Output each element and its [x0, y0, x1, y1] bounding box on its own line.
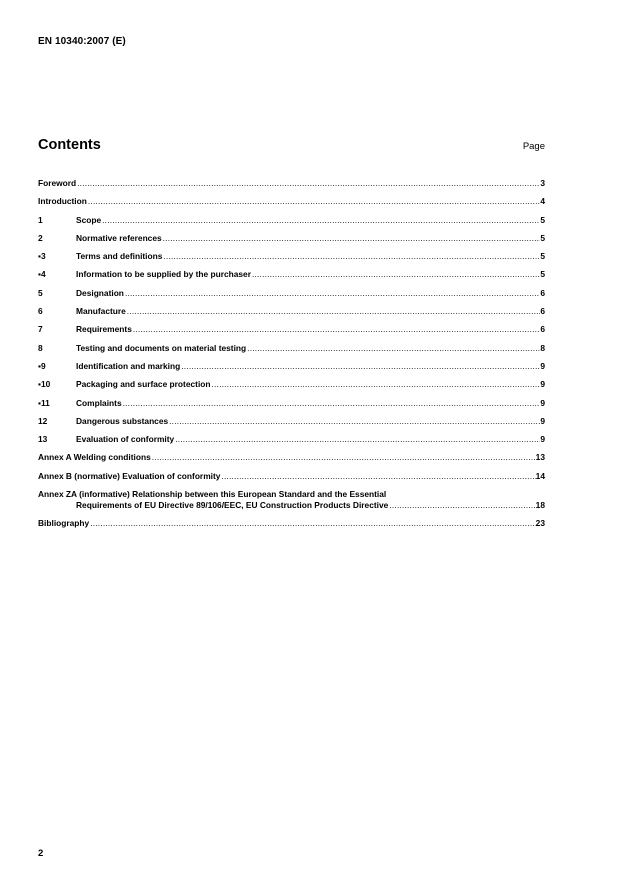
toc-title: Dangerous substances: [76, 415, 169, 426]
toc-page: 5: [540, 269, 545, 280]
toc-leader: [175, 434, 540, 445]
page-number: 2: [38, 848, 44, 859]
toc-leader: [247, 343, 540, 354]
toc-leader: [212, 379, 541, 390]
toc-leader: [123, 398, 541, 409]
toc-number: ▪10: [38, 379, 51, 390]
toc-leader: [169, 416, 540, 427]
toc-title: Foreword: [38, 178, 77, 188]
toc-leader: [102, 215, 540, 226]
toc-leader: [389, 500, 535, 511]
toc-title: Packaging and surface protection: [76, 379, 211, 390]
contents-title: Contents: [38, 137, 101, 153]
toc-entry-annex-za[interactable]: [38, 489, 545, 511]
toc-entry-annex-b[interactable]: [38, 471, 545, 482]
toc-title: Terms and definitions: [76, 251, 163, 262]
toc-entry-13[interactable]: [38, 434, 545, 445]
toc-number: 1: [38, 214, 43, 225]
toc-entry-12[interactable]: [38, 416, 545, 427]
toc-leader: [221, 471, 535, 482]
toc-entry-7[interactable]: [38, 324, 545, 335]
toc-leader: [152, 452, 536, 463]
toc-entry-introduction[interactable]: [38, 196, 545, 207]
toc-title: Introduction: [38, 196, 87, 207]
toc-leader: [252, 269, 540, 280]
toc-title: Annex B (normative) Evaluation of conformity: [38, 470, 221, 481]
toc-title: Bibliography: [38, 518, 90, 529]
toc-entry-annex-a[interactable]: [38, 452, 545, 463]
toc-entry-1[interactable]: [38, 215, 545, 226]
toc-title: Normative references: [76, 232, 162, 243]
toc-number: 13: [38, 434, 48, 445]
toc-page: 5: [540, 214, 545, 225]
toc-multiline-title: [38, 489, 545, 511]
toc-title: Identification and marking: [76, 360, 181, 371]
toc-entry-foreword[interactable]: [38, 178, 545, 189]
document-header: EN 10340:2007 (E): [38, 36, 126, 47]
toc-title: Testing and documents on material testing: [76, 342, 247, 353]
toc-entry-2[interactable]: [38, 233, 545, 244]
toc-number: ▪4: [38, 269, 46, 280]
toc-number: 7: [38, 324, 43, 335]
toc-number: ▪9: [38, 360, 46, 371]
toc-page: 6: [540, 306, 545, 317]
toc-page: 18: [535, 500, 545, 511]
toc-leader: [133, 324, 540, 335]
toc-leader: [88, 196, 540, 207]
toc-title: Information to be supplied by the purchaser: [76, 269, 251, 280]
toc-page: 4: [540, 196, 545, 207]
toc-page: 8: [540, 342, 545, 353]
toc-page: 9: [540, 360, 545, 371]
toc-page: 5: [540, 251, 545, 262]
toc-number: ▪3: [38, 251, 46, 262]
toc-entry-9[interactable]: [38, 361, 545, 372]
toc-page: 6: [540, 324, 545, 335]
toc-title: Annex A Welding conditions: [38, 452, 151, 463]
page-column-label: Page: [522, 141, 545, 152]
toc-page: 9: [540, 379, 545, 390]
toc-title: Designation: [76, 287, 124, 298]
toc-leader: [163, 233, 541, 244]
toc-leader: [77, 178, 540, 189]
toc-page: 13: [535, 452, 545, 463]
toc-title: Requirements: [76, 324, 132, 335]
toc-number: 6: [38, 306, 43, 317]
toc-page: 3: [540, 178, 545, 188]
toc-entry-10[interactable]: [38, 379, 545, 390]
toc-title: Manufacture: [76, 306, 126, 317]
toc-page: 14: [535, 470, 545, 481]
toc-entry-bibliography[interactable]: [38, 518, 545, 529]
toc-title: Evaluation of conformity: [76, 434, 175, 445]
toc-leader: [90, 518, 535, 529]
toc-number: 12: [38, 415, 48, 426]
toc-title: Annex ZA (informative) Relationship between this European Standard and the Essential: [38, 489, 387, 500]
toc-entry-8[interactable]: [38, 343, 545, 354]
toc-title-line2: Requirements of EU Directive 89/106/EEC, EU Construction Products Directive: [76, 500, 389, 511]
toc-page: 9: [540, 434, 545, 445]
toc-number: 2: [38, 232, 43, 243]
toc-leader: [181, 361, 540, 372]
toc-entry-11[interactable]: [38, 398, 545, 409]
toc-number: 5: [38, 287, 43, 298]
toc-page: 6: [540, 287, 545, 298]
table-of-contents: [38, 178, 545, 537]
toc-page: 9: [540, 397, 545, 408]
toc-leader: [163, 251, 540, 262]
toc-leader: [127, 306, 541, 317]
toc-entry-6[interactable]: [38, 306, 545, 317]
toc-title-continuation: [38, 500, 545, 511]
toc-entry-4[interactable]: [38, 269, 545, 280]
toc-page: 9: [540, 415, 545, 426]
toc-page: 5: [540, 232, 545, 243]
toc-number: ▪11: [38, 397, 50, 408]
toc-page: 23: [535, 518, 545, 529]
toc-leader: [125, 288, 540, 299]
toc-title: Complaints: [76, 397, 122, 408]
toc-title: Scope: [76, 214, 102, 225]
toc-entry-5[interactable]: [38, 288, 545, 299]
toc-number: 8: [38, 342, 43, 353]
toc-entry-3[interactable]: [38, 251, 545, 262]
